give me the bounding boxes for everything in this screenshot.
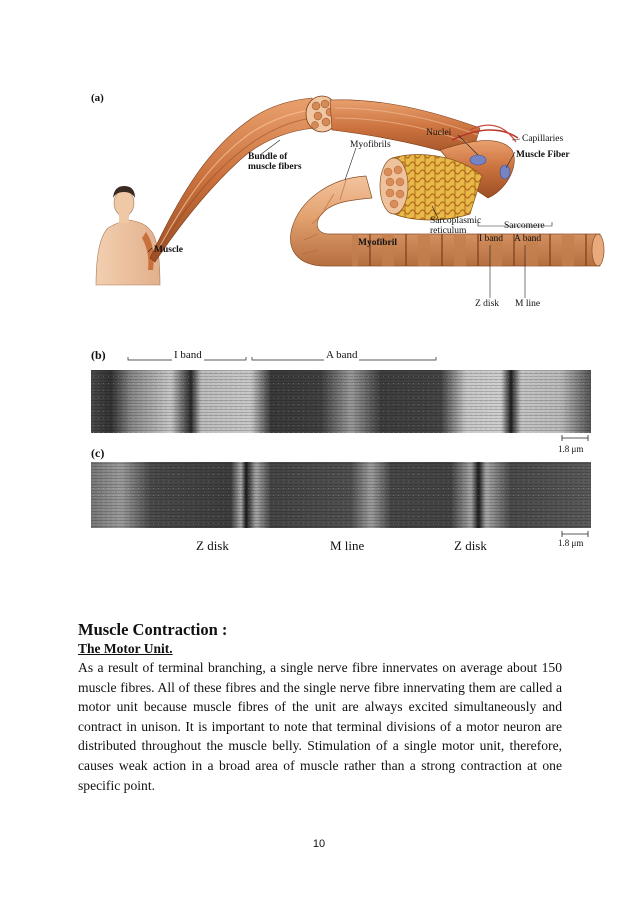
label-muscle-fiber: Muscle Fiber [516,150,570,160]
human-figure [96,186,160,285]
micro-b-scale-label: 1.8 μm [558,444,584,454]
micro-b-a-band-label: A band [326,349,358,361]
label-myofibrils: Myofibrils [350,140,391,150]
label-bundle: Bundle of muscle fibers [248,152,302,172]
label-capillaries: Capillaries [522,134,564,144]
panel-c-label: (c) [91,446,105,460]
label-a-band: A band [514,234,542,244]
micro-c-z-disk-right: Z disk [454,538,487,553]
micrograph-c [91,462,591,537]
micro-c-m-line: M line [330,538,365,553]
micro-b-i-band-label: I band [174,349,202,361]
label-z-disk: Z disk [475,299,500,309]
label-i-band: I band [479,234,504,244]
label-sarcoplasmic-reticulum: Sarcoplasmic reticulum [430,216,482,236]
section-title: Muscle Contraction : [78,620,228,639]
label-sarcomere: Sarcomere [504,221,545,231]
label-myofibril: Myofibril [358,238,398,248]
panel-b-label: (b) [91,348,106,362]
label-m-line: M line [515,299,541,309]
body-paragraph: As a result of terminal branching, a single nerve fibre innervates on average about 150 muscle fibres. All of these fibres and the single nerve fibre innervating them are called a motor unit because muscle fibres of the unit are always excited simultaneously and contract in unison. It is important to note that terminal divisions of a motor neuron are distributed throughout the muscle belly. Stimulation of a single motor unit, therefore, causes weak action in a broad area of muscle rather than a strong contraction at one specific point. [78,660,562,793]
micro-c-scale-label: 1.8 μm [558,538,584,548]
label-nuclei: Nuclei [426,128,452,138]
label-muscle: Muscle [154,245,184,255]
micrograph-b [91,357,591,441]
micro-c-z-disk-left: Z disk [196,538,229,553]
panel-a-label: (a) [91,92,104,104]
page-number: 10 [312,838,326,850]
subsection-title: The Motor Unit. [78,641,173,656]
